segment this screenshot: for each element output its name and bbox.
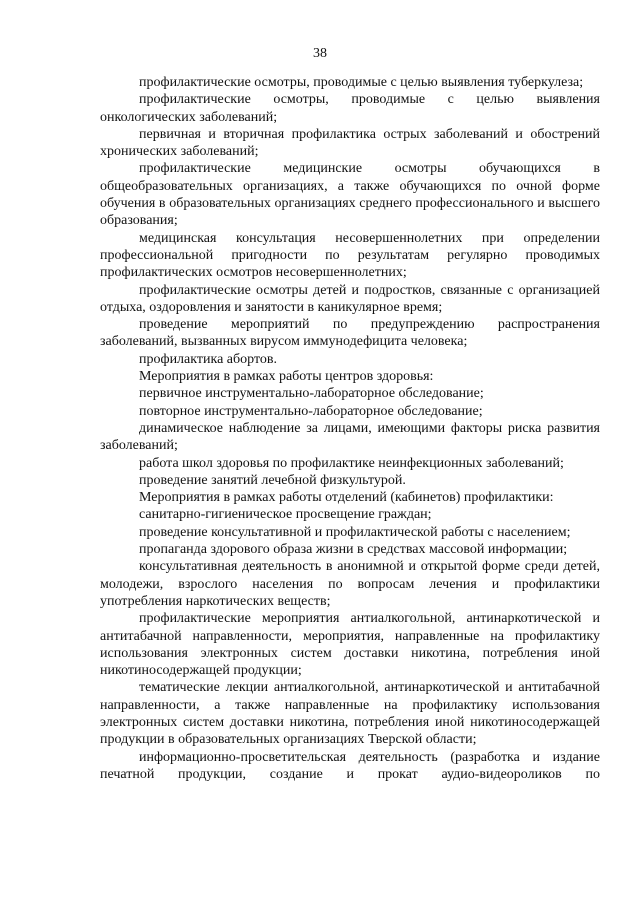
paragraph: информационно-просветительская деятельность (разработка и издание печатной продукции, создание и прокат аудио-видеороликов по (100, 749, 600, 782)
paragraph: профилактические медицинские осмотры обучающихся в общеобразовательных организациях, а также обучающихся по очной форме обучения в образовательных организациях среднего профессионального и высшего образования; (100, 161, 600, 229)
paragraph: первичное инструментально-лабораторное обследование; (139, 386, 484, 402)
paragraph: проведение консультативной и профилактической работы с населением; (139, 524, 571, 540)
paragraph: проведение занятий лечебной физкультурой. (139, 472, 406, 488)
document-body (100, 74, 600, 783)
paragraph: профилактические осмотры, проводимые с целью выявления туберкулеза; (139, 75, 584, 90)
paragraph: консультативная деятельность в анонимной и открытой форме среди детей, молодежи, взрослого населения по вопросам лечения и профилактики употребления наркотических веществ; (100, 559, 600, 609)
paragraph: профилактические осмотры, проводимые с целью выявления онкологических заболеваний; (100, 92, 600, 125)
paragraph: санитарно-гигиеническое просвещение граждан; (139, 507, 432, 523)
paragraph: пропаганда здорового образа жизни в средствах массовой информации; (139, 542, 568, 558)
page-number: 38 (313, 46, 327, 61)
paragraph: профилактические мероприятия антиалкогольной, антинаркотической и антитабачной направленности, мероприятия, направленные на профилактику использования электронных систем доставки никотина, потребления иной никотиносодержащей продукции; (100, 611, 600, 679)
paragraph: Мероприятия в рамках работы центров здоровья: (139, 369, 434, 385)
paragraph: профилактика абортов. (139, 351, 277, 367)
paragraph: тематические лекции антиалкогольной, антинаркотической и антитабачной направленности, а также направленные на профилактику использования электронных систем доставки никотина, потребления иной никотиносодержащей продукции в образовательных организациях Тверской области; (100, 680, 600, 748)
paragraph: медицинская консультация несовершеннолетних при определении профессиональной пригодности по результатам регулярно проводимых профилактических осмотров несовершеннолетних; (100, 230, 600, 281)
paragraph: профилактические осмотры детей и подростков, связанные с организацией отдыха, оздоровления и занятости в каникулярное время; (100, 282, 600, 315)
paragraph: первичная и вторичная профилактика острых заболеваний и обострений хронических заболеваний; (100, 126, 600, 160)
paragraph: динамическое наблюдение за лицами, имеющими факторы риска развития заболеваний; (100, 420, 600, 454)
paragraph: повторное инструментально-лабораторное обследование; (139, 403, 483, 419)
paragraph: проведение мероприятий по предупреждению распространения заболеваний, вызванных вирусом иммунодефицита человека; (100, 317, 600, 350)
paragraph: Мероприятия в рамках работы отделений (кабинетов) профилактики: (139, 490, 554, 506)
paragraph: работа школ здоровья по профилактике неинфекционных заболеваний; (139, 455, 564, 471)
